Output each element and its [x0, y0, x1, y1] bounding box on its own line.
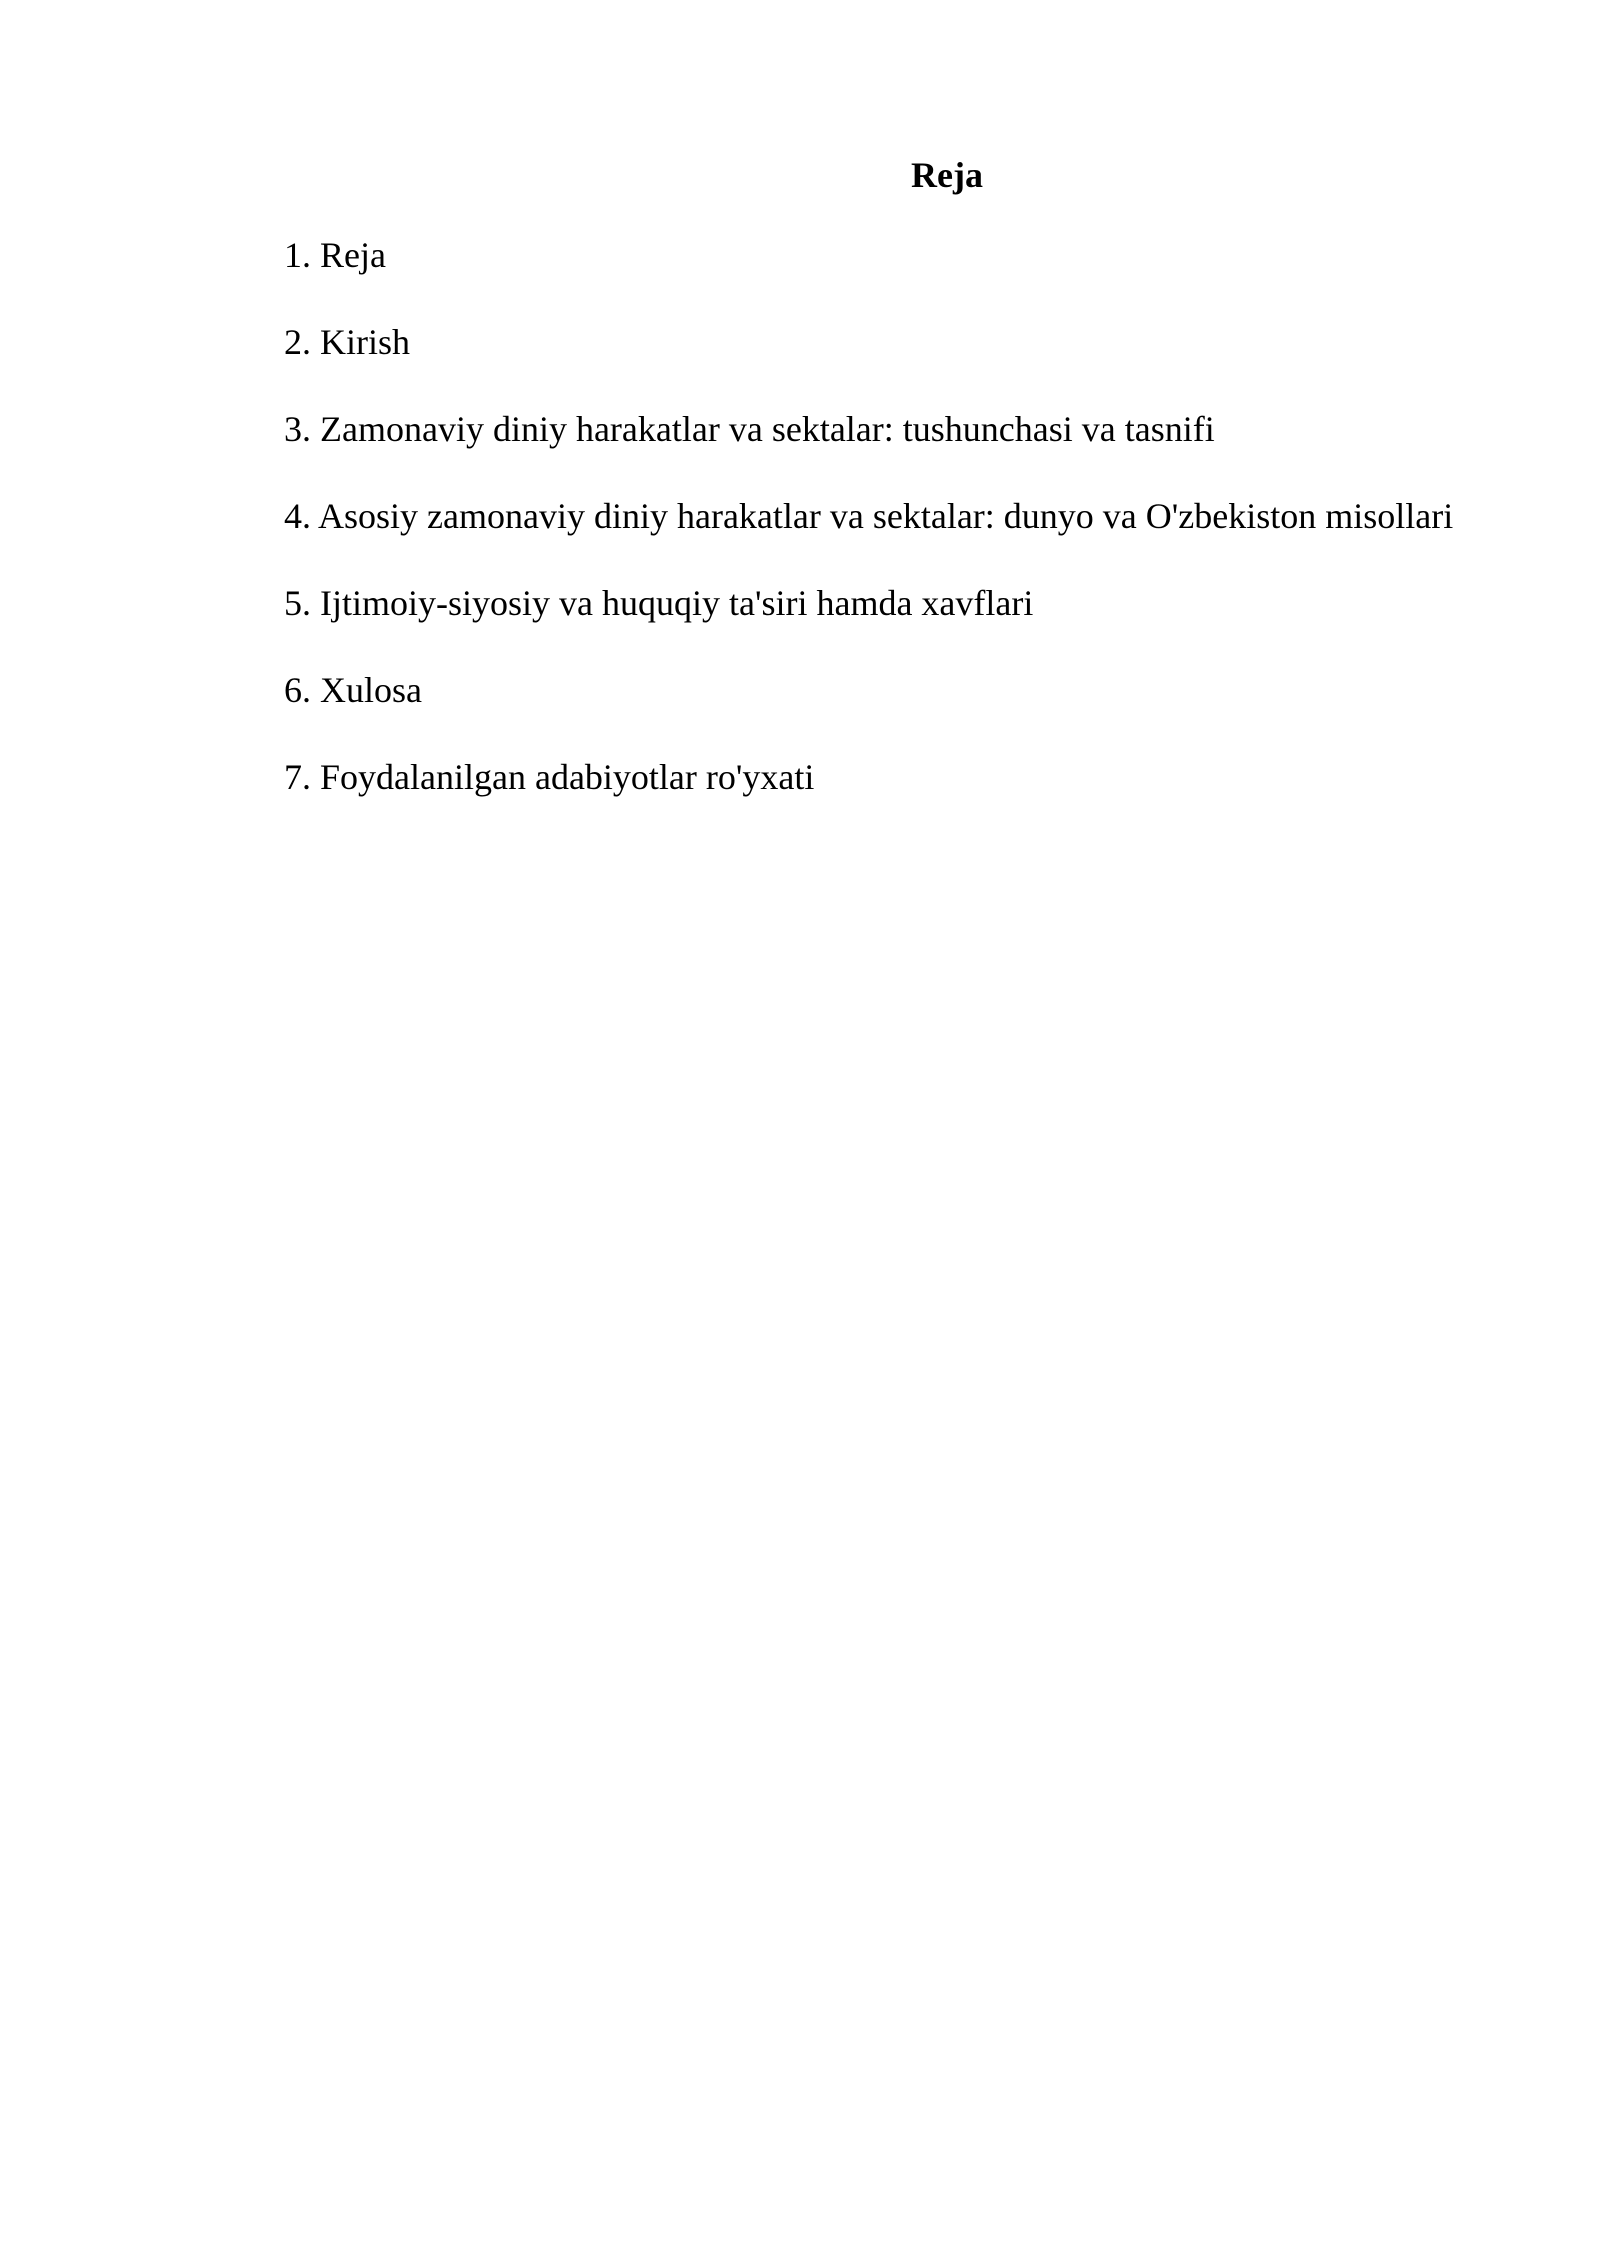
page-content: [230, 148, 1494, 810]
plan-item-conclusion: 6. Xulosa: [284, 670, 422, 710]
plan-item-concept-classification: 3. Zamonaviy diniy harakatlar va sektalar: tushunchasi va tasnifi: [284, 409, 1215, 449]
plan-item-impact-risks: 5. Ijtimoiy-siyosiy va huquqiy ta'siri hamda xavflari: [284, 583, 1034, 623]
plan-item-examples: 4. Asosiy zamonaviy diniy harakatlar va sektalar: dunyo va O'zbekiston misollari: [284, 496, 1454, 536]
plan-item-reja: 1. Reja: [284, 235, 386, 275]
page-title: Reja: [911, 155, 983, 195]
plan-list: [230, 223, 1494, 810]
plan-item-references: 7. Foydalanilgan adabiyotlar ro'yxati: [284, 757, 815, 797]
plan-item-kirish: 2. Kirish: [284, 322, 410, 362]
